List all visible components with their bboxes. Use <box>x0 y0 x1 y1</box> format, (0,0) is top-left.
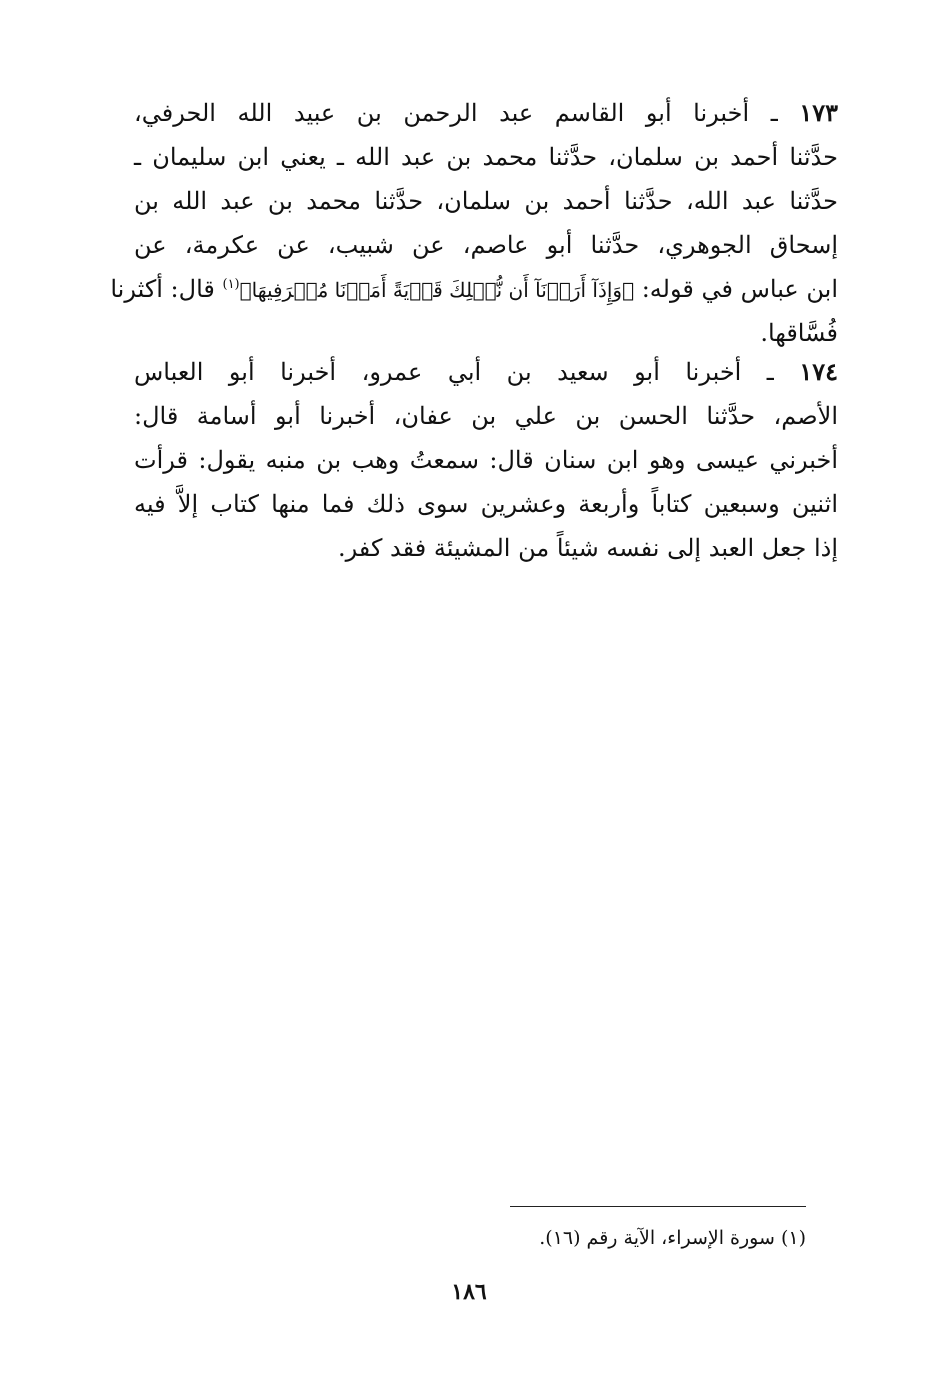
hadith-number: ١٧٣ <box>799 98 838 127</box>
paragraph-174 <box>134 350 838 570</box>
paragraph-line: اثنين وسبعين كتاباً وأربعة وعشرين سوى ذلك فما منها كتاب إلاَّ فيه <box>134 490 838 518</box>
paragraph-line: ١٧٣ ـ أخبرنا أبو القاسم عبد الرحمن بن عبيد الله الحرفي، <box>134 98 838 127</box>
footnote-mark: (١) <box>222 277 240 292</box>
paragraph-line: الأصم، حدَّثنا الحسن بن علي بن عفان، أخبرنا أبو أسامة قال: <box>134 402 838 430</box>
paragraph-line: فُسَّاقها. <box>760 319 838 347</box>
paragraph-line: حدَّثنا عبد الله، حدَّثنا أحمد بن سلمان، حدَّثنا محمد بن عبد الله بن <box>134 187 838 215</box>
paragraph-line: ١٧٤ ـ أخبرنا أبو سعيد بن أبي عمرو، أخبرنا أبو العباس <box>134 357 838 386</box>
quran-verse: ﴿وَإِذَآ أَرَدۡنَآ أَن نُّهۡلِكَ قَرۡيَةً أَمَرۡنَا مُتۡرَفِيهَا﴾ <box>239 278 635 302</box>
footnote-separator <box>510 1206 806 1207</box>
paragraph-line: إذا جعل العبد إلى نفسه شيئاً من المشيئة فقد كفر. <box>337 534 838 562</box>
paragraph-line: أخبرني عيسى وهو ابن سنان قال: سمعتُ وهب بن منبه يقول: قرأت <box>134 446 838 474</box>
paragraph-line: إسحاق الجوهري، حدَّثنا أبو عاصم، عن شبيب، عن عكرمة، عن <box>134 231 838 259</box>
page-number: ١٨٦ <box>451 1279 487 1305</box>
hadith-number: ١٧٤ <box>799 357 838 386</box>
footnote: (١) سورة الإسراء، الآية رقم (١٦). <box>539 1227 806 1249</box>
paragraph-line: حدَّثنا أحمد بن سلمان، حدَّثنا محمد بن عبد الله ـ يعني ابن سليمان ـ <box>134 143 838 171</box>
paragraph-line-with-verse: ابن عباس في قوله: ﴿وَإِذَآ أَرَدۡنَآ أَن نُّهۡلِكَ قَرۡيَةً أَمَرۡنَا مُتۡرَفِيهَا﴾$^{(١)}$ قال: أكثرنا <box>110 275 838 303</box>
paragraph-173 <box>110 91 838 355</box>
